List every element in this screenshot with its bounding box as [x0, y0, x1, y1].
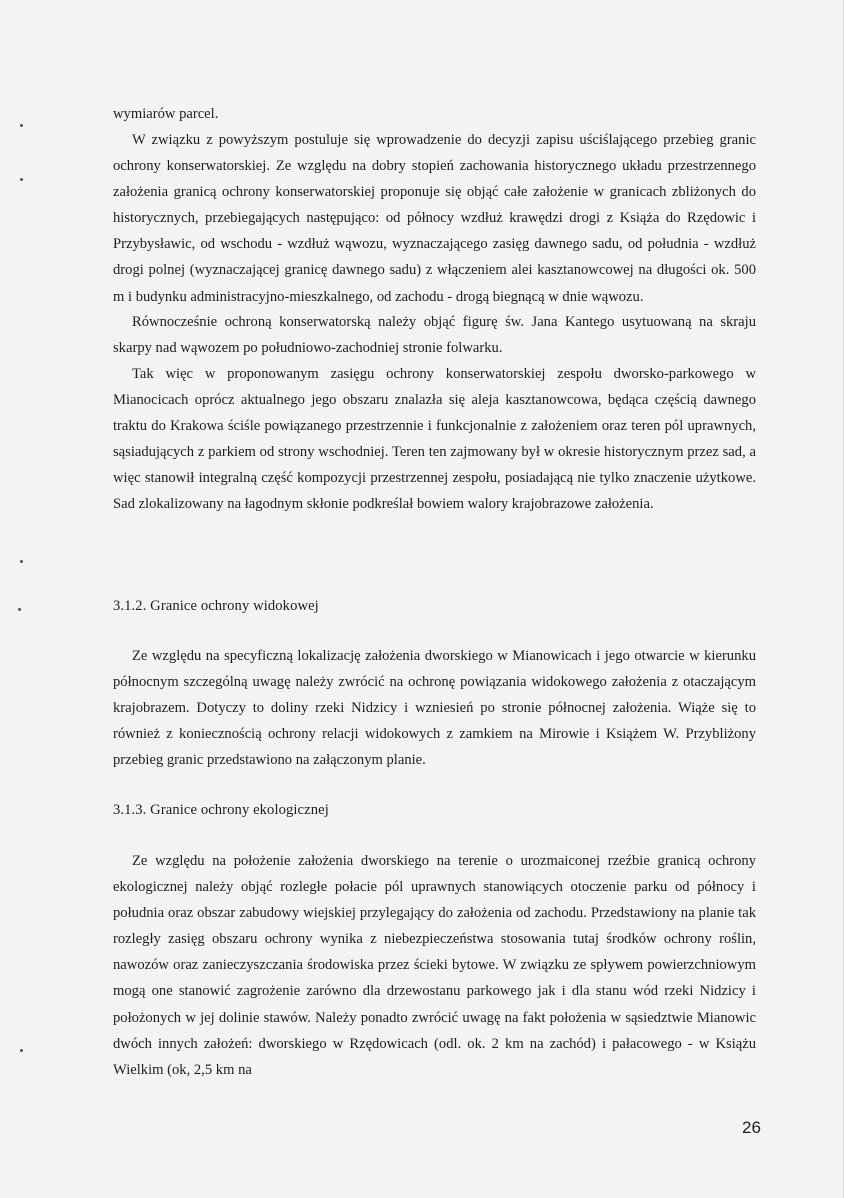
section-heading-ecological-protection: 3.1.3. Granice ochrony ekologicznej — [113, 802, 329, 818]
paragraph-protection-scope: Tak więc w proponowanym zasięgu ochrony konserwatorskiej zespołu dworsko-parkowego w Mianocicach oprócz aktualnego jego obszaru znalazła się aleja kasztanowcowa, będąca częścią dawnego traktu do Krakowa ściśle powiązanego przestrzennie i funkcjonalnie z założeniem oraz teren pól uprawnych, sąsiadujących z parkiem od strony wschodniej. Teren ten zajmowany był w okresie historycznym przez sad, a więc stanowił integralną część kompozycji przestrzennej zespołu, posiadającą nie tylko znaczenie użytkowe. Sad zlokalizowany na łagodnym skłonie podkreślał bowiem walory krajobrazowe założenia. — [113, 366, 756, 513]
scan-speck — [20, 1049, 23, 1052]
scan-speck — [20, 560, 23, 563]
scan-speck — [20, 178, 23, 181]
paragraph-figure-protection: Równocześnie ochroną konserwatorską należy objąć figurę św. Jana Kantego usytuowaną na skraju skarpy nad wąwozem po południowo-zachodniej stronie folwarku. — [113, 314, 756, 357]
scan-speck — [18, 608, 21, 611]
paragraph-boundary-proposal: W związku z powyższym postuluje się wprowadzenie do decyzji zapisu uściślającego przebieg granic ochrony konserwatorskiej. Ze względu na dobry stopień zachowania historycznego układu przestrzennego założenia granicą ochrony konserwatorskiej proponuje się objąć całe założenie w granicach zbliżonych do historycznych, przebiegających następująco: od północy wzdłuż krawędzi drogi z Książa do Rzędowic i Przybysławic, od wschodu - wzdłuż wąwozu, wyznaczającego zasięg dawnego sadu, od południa - wzdłuż drogi polnej (wyznaczającej granicę dawnego sadu) z włączeniem alei kasztanowcowej na długości ok. 500 m i budynku administracyjno-mieszkalnego, od zachodu - drogą biegnącą w dnie wąwozu. — [113, 132, 756, 305]
paragraph-continuation: wymiarów parcel. — [113, 106, 219, 122]
paragraph-ecological-protection: Ze względu na położenie założenia dworskiego na terenie o urozmaiconej rzeźbie granicą ochrony ekologicznej należy objąć rozległe połacie pól uprawnych stanowiących otoczenie parku od północy i południa oraz obszar zabudowy wiejskiej przylegający do założenia od zachodu. Przedstawiony na planie tak rozległy zasięg obszaru ochrony wynika z niebezpieczeństwa stosowania tutaj środków ochrony roślin, nawozów oraz zanieczyszczania środowiska przez ścieki bytowe. W związku ze spływem powierzchniowym mogą one stanowić zagrożenie zarówno dla drzewostanu parkowego jak i dla stanu wód rzeki Nidzicy i położonych w jej dolinie stawów. Należy ponadto zwrócić uwagę na fakt położenia w sąsiedztwie Mianowic dwóch innych założeń: dworskiego w Rzędowicach (odl. ok. 2 km na zachód) i pałacowego - w Książu Wielkim (ok, 2,5 km na — [113, 853, 756, 1078]
page-number: 26 — [742, 1118, 761, 1137]
paragraph-view-protection: Ze względu na specyficzną lokalizację założenia dworskiego w Mianowicach i jego otwarcie w kierunku północnym szczególną uwagę należy zwrócić na ochronę powiązania widokowego założenia z otaczającym krajobrazem. Dotyczy to doliny rzeki Nidzicy i wzniesień po stronie północnej założenia. Wiąże się to również z koniecznością ochrony relacji widokowych z zamkiem na Mirowie i Książem W. Przybliżony przebieg granic przedstawiono na załączonym planie. — [113, 648, 756, 769]
scan-speck — [20, 124, 23, 127]
section-heading-view-protection: 3.1.2. Granice ochrony widokowej — [113, 598, 319, 614]
